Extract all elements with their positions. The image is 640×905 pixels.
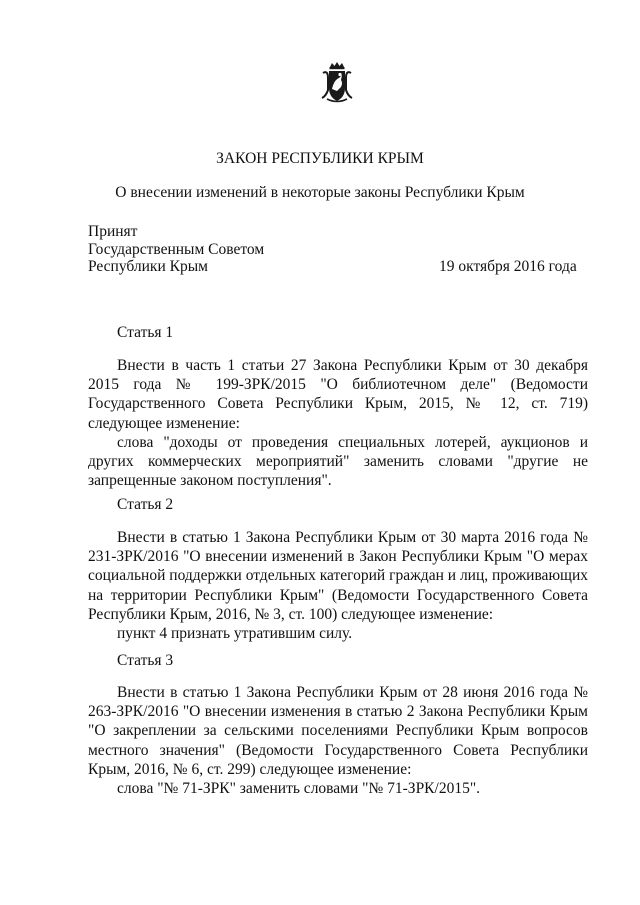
article-2-heading: Статья 2 [117, 496, 174, 513]
article-1-body: Внести в часть 1 статьи 27 Закона Республики Крым от 30 декабря 2015 года № 199-ЗРК/2015 "О библиотечном деле" (Ведомости Государственного Совета Республики Крым, 2015, № 12, ст. 719) следующее изменение: [88, 357, 588, 432]
article-1-text [88, 356, 588, 490]
article-2-body: Внести в статью 1 Закона Республики Крым от 30 марта 2016 года № 231-ЗРК/2016 "О внесении изменений в Закон Республики Крым "О мерах социальной поддержки отдельных категорий граждан и лиц, проживающих на территории Республики Крым" (Ведомости Государственного Совета Республики Крым, 2016, № 3, ст. 100) следующее изменение: [88, 529, 588, 623]
law-title: ЗАКОН РЕСПУБЛИКИ КРЫМ [216, 150, 424, 167]
article-3-body: Внести в статью 1 Закона Республики Крым от 28 июня 2016 года № 263-ЗРК/2016 "О внесении изменения в статью 2 Закона Республики Крым "О закреплении за сельскими поселениями Республики Крым вопросов местного значения" (Ведомости Государственного Совета Республики Крым, 2016, № 6, ст. 299) следующее изменение: [88, 684, 588, 778]
article-1-heading: Статья 1 [117, 324, 174, 341]
article-3-change: слова "№ 71-ЗРК" заменить словами "№ 71-ЗРК/2015". [117, 780, 481, 798]
adoption-line-3: Республики Крым [88, 258, 208, 275]
article-2-text [88, 528, 588, 643]
article-1-change: слова "доходы от проведения специальных лотерей, аукционов и других коммерческих мероприятий" заменить словами "другие не запрещенные законом поступления". [88, 433, 588, 490]
adoption-date: 19 октября 2016 года [439, 258, 577, 275]
article-2-change: пункт 4 признать утратившим силу. [117, 625, 353, 643]
article-3-heading: Статья 3 [117, 652, 174, 669]
law-subtitle: О внесении изменений в некоторые законы Республики Крым [115, 184, 525, 201]
article-3-text [88, 683, 588, 798]
adoption-line-1: Принят [88, 223, 138, 240]
crimea-coat-of-arms-icon [321, 60, 353, 104]
adoption-line-2: Государственным Советом [88, 241, 265, 258]
